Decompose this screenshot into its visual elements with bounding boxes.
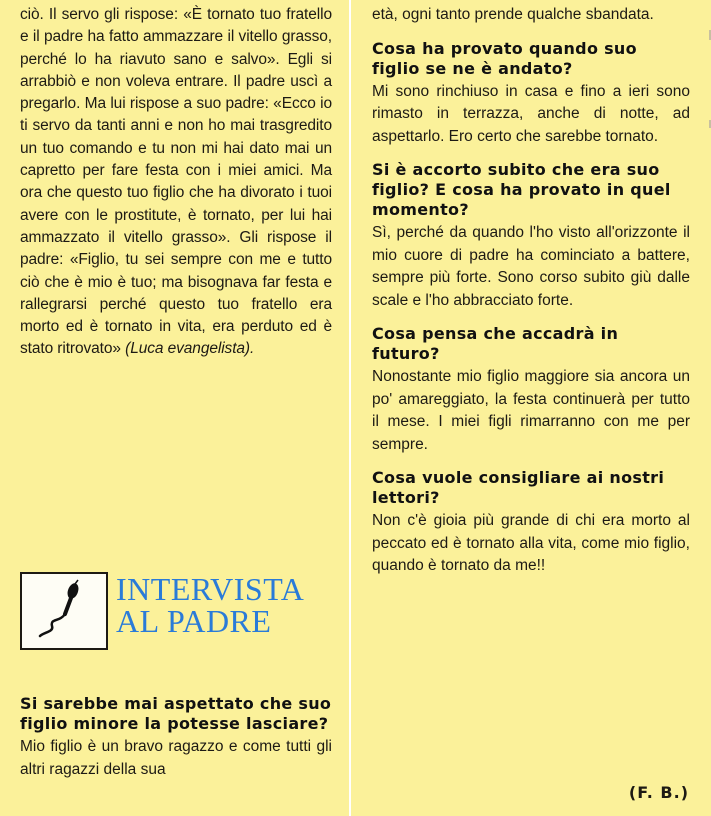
left-interview-block <box>20 682 332 781</box>
author-signature: (F. B.) <box>628 783 689 802</box>
question-1: Si sarebbe mai aspettato che suo figlio minore la potesse lasciare? <box>20 694 332 733</box>
microphone-icon <box>20 572 108 650</box>
answer-3: Sì, perché da quando l'ho visto all'orizzonte il mio cuore di padre ha cominciato a battere, sempre più forte. Sono corso subito giù dalle scale e l'ho abbracciato forte. <box>372 224 690 309</box>
section-title <box>116 573 304 637</box>
answer-4: Nonostante mio figlio maggiore sia ancora un po' amareggiato, la festa continuerà per tutto il mese. I miei figli rimarranno con me per sempre. <box>372 368 690 453</box>
left-column <box>20 4 332 361</box>
citation: (Luca evangelista). <box>125 340 255 358</box>
question-4: Cosa pensa che accadrà in futuro? <box>372 324 619 363</box>
column-divider <box>349 0 351 816</box>
answer-1: Mio figlio è un bravo ragazzo e come tutti gli altri ragazzi della sua <box>20 738 332 778</box>
question-2: Cosa ha provato quando suo figlio se ne è andato? <box>372 38 637 78</box>
answer-1-continued: età, ogni tanto prende qualche sbandata. <box>372 6 654 23</box>
right-column <box>372 4 690 578</box>
parable-text: ciò. Il servo gli rispose: «È tornato tuo fratello e il padre ha fatto ammazzare il vitello grasso, perché lo ha riavuto sano e salvo». Egli si arrabbiò e non voleva entrare. Il padre uscì a pregarlo. Ma lui rispose a suo padre: «Ecco io ti servo da tanti anni e non ho mai trasgredito un tuo comando e tu non mi hai dato mai un capretto per fare festa con i miei amici. Ma ora che questo tuo figlio che ha divorato i tuoi avere con le prostitute, è tornato, per lui hai ammazzato il vitello grasso». Gli rispose il padre: «Figlio, tu sei sempre con me e tutto ciò che è mio è tuo; ma bisognava far festa e rallegrarsi perché questo tuo fratello era morto ed è tornato in vita, era perduto ed è stato ritrovato» <box>20 6 332 358</box>
question-5: Cosa vuole consigliare ai nostri lettori? <box>372 468 665 507</box>
left-body-paragraph <box>20 4 332 361</box>
section-title-line2: AL PADRE <box>116 603 272 639</box>
question-3: Si è accorto subito che era suo figlio? E cosa ha provato in quel momento? <box>372 160 671 219</box>
answer-2: Mi sono rinchiuso in casa e fino a ieri sono rimasto in terrazza, anche di notte, ad aspettarlo. Ero certo che sarebbe tornato. <box>372 82 690 145</box>
answer-5: Non c'è gioia più grande di chi era morto al peccato ed è tornato alla vita, come mio figlio, quando è tornato da me!! <box>372 512 690 574</box>
interview-section-header <box>20 572 336 652</box>
section-title-line1: INTERVISTA <box>116 571 305 607</box>
